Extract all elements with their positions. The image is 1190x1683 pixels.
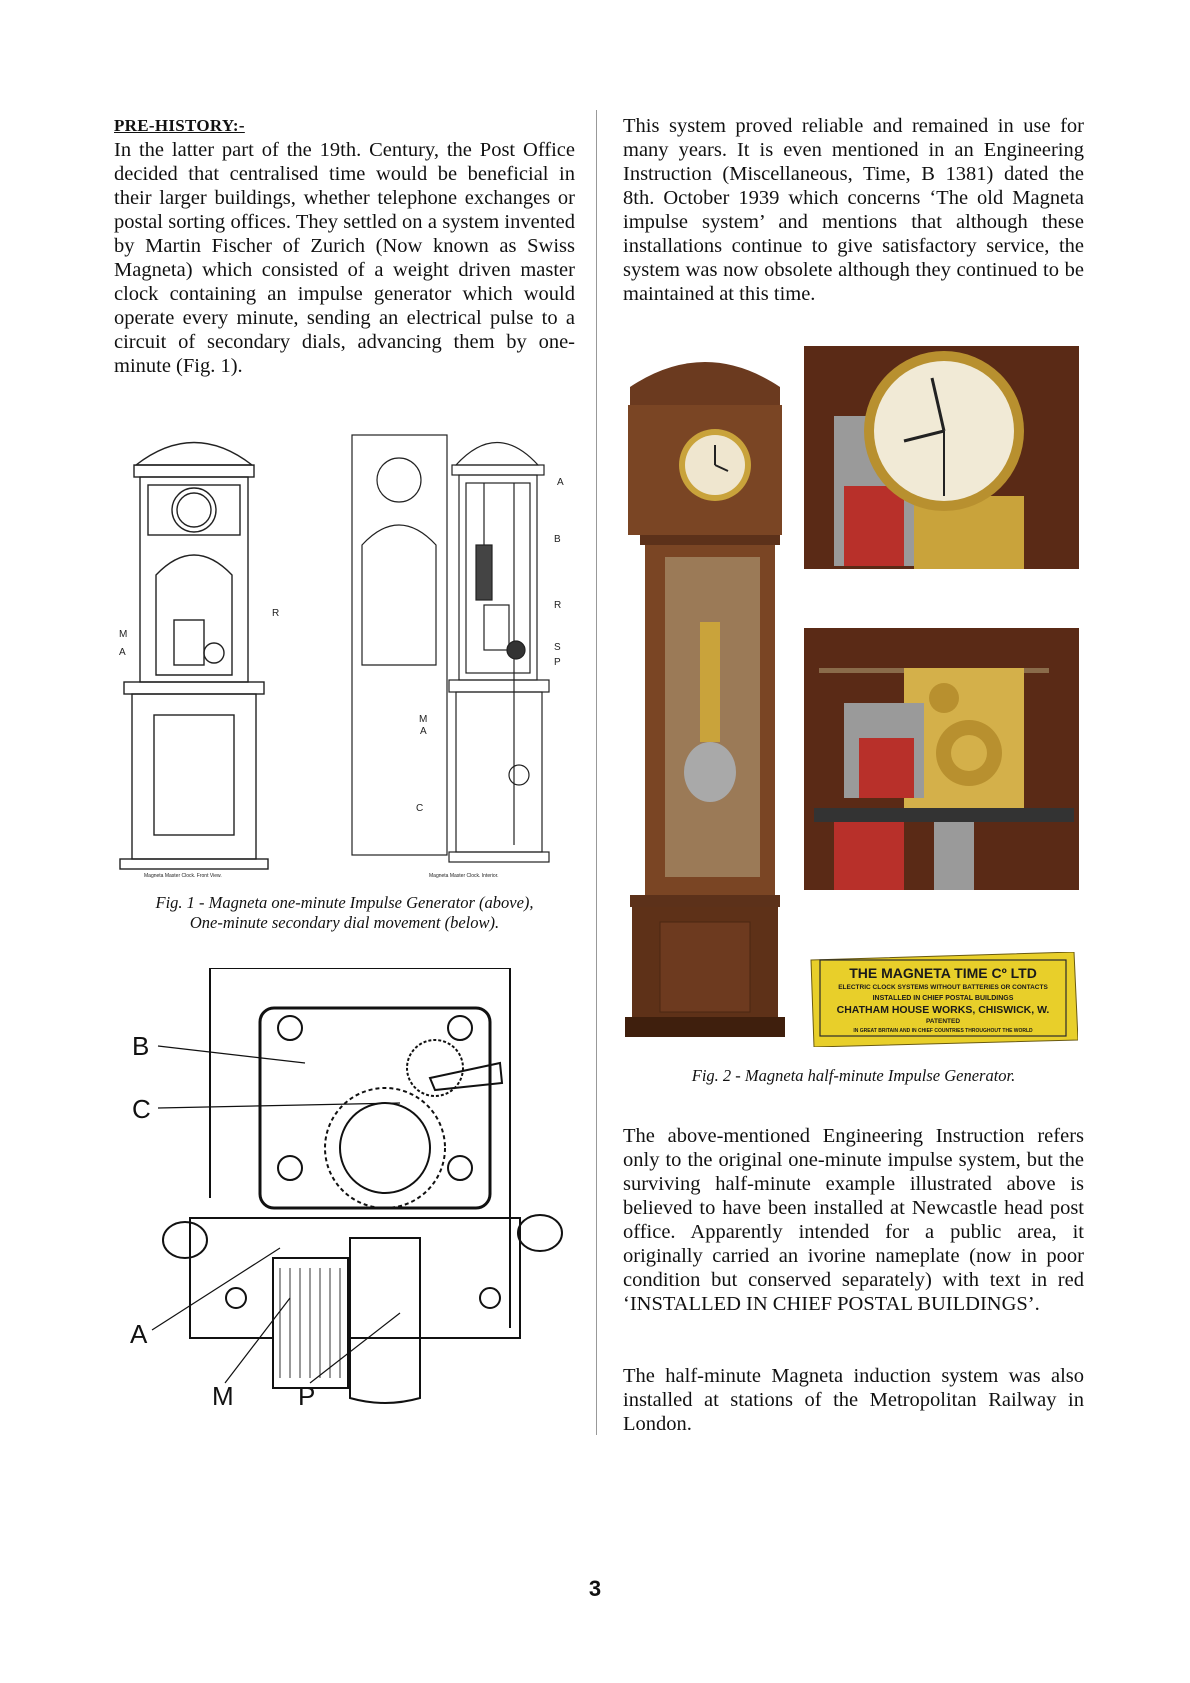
label-m-left: M — [119, 629, 128, 640]
movement-line-drawing — [130, 968, 570, 1408]
label-a-top: A — [557, 477, 564, 488]
fig1-secondary-movement-drawing — [130, 968, 570, 1408]
photo-nameplate — [808, 952, 1078, 1047]
plate-line2: ELECTRIC CLOCK SYSTEMS WITHOUT BATTERIES OR CONTACTS — [838, 984, 1048, 991]
plate-line6: IN GREAT BRITAIN AND IN CHIEF COUNTRIES THROUGHOUT THE WORLD — [853, 1028, 1033, 1034]
label-m-right: M — [419, 714, 428, 725]
instruction-text: The above-mentioned Engineering Instruction refers only to the original one-minute impulse system, but the surviving half-minute example illustrated above is believed to have been installed at Newcastle head post office. Apparently intended for a public area, it originally carried an ivorine nameplate (now in poor condition but conserved separately) with text in red ‘INSTALLED IN CHIEF POSTAL BUILDINGS’. — [623, 1125, 1084, 1315]
plate-line5: PATENTED — [925, 1018, 961, 1025]
movement-label-p: P — [298, 1381, 316, 1408]
plate-line4: CHATHAM HOUSE WORKS, CHISWICK, W. — [836, 1004, 1050, 1016]
movement-label-a: A — [130, 1319, 148, 1349]
fig2-caption: Fig. 2 - Magneta half-minute Impulse Generator. — [691, 1066, 1016, 1085]
page-number: 3 — [588, 1576, 602, 1601]
nameplate-photo — [808, 952, 1078, 1047]
dial-closeup-photo — [804, 346, 1079, 569]
label-b: B — [554, 534, 561, 545]
right-column — [623, 114, 1084, 306]
label-r-left: R — [272, 608, 280, 619]
plate-title: THE MAGNETA TIME Cº LTD — [849, 965, 1037, 981]
instruction-paragraph — [623, 1124, 1084, 1316]
railway-text: The half-minute Magneta induction system was also installed at stations of the Metropolitan Railway in London. — [623, 1365, 1084, 1435]
photo-movement-closeup — [804, 628, 1079, 890]
prehistory-paragraph: In the latter part of the 19th. Century, the Post Office decided that centralised time would be beneficial in their larger buildings, whether telephone exchanges or postal sorting offices. They settled on a system invented by Martin Fischer of Zurich (Now known as Swiss Magneta) which consisted of a weight driven master clock containing an impulse generator which would operate every minute, sending an electrical pulse to a circuit of secondary dials, advancing them by one-minute (Fig. 1). — [114, 139, 575, 377]
label-s: S — [554, 642, 561, 653]
label-a-left: A — [119, 647, 126, 658]
master-clock-line-drawing — [114, 425, 579, 880]
label-p: P — [554, 657, 561, 668]
photo-longcase-clock — [620, 347, 790, 1047]
movement-closeup-photo — [804, 628, 1079, 890]
label-r-right: R — [554, 600, 562, 611]
fig1-caption-line2: One-minute secondary dial movement (below). — [189, 913, 500, 932]
label-a-right: A — [420, 726, 427, 737]
fig1-master-clock-drawings — [114, 425, 579, 880]
label-c: C — [416, 803, 424, 814]
fig1-caption — [114, 893, 575, 933]
movement-label-b: B — [132, 1031, 150, 1061]
column-divider — [596, 110, 597, 1435]
fig1-caption-line1: Fig. 1 - Magneta one-minute Impulse Generator (above), — [155, 893, 534, 912]
small-caption-front: Magneta Master Clock. Front View. — [144, 873, 222, 879]
left-column — [114, 114, 575, 378]
railway-paragraph — [623, 1364, 1084, 1436]
reliability-paragraph: This system proved reliable and remained in use for many years. It is even mentioned in an Engineering Instruction (Miscellaneous, Time, B 1381) dated the 8th. October 1939 which concerns ‘The old Magneta impulse system’ and mentions that although these installations continue to give satisfactory service, the system was now obsolete although they continued to be maintained at this time. — [623, 115, 1084, 305]
photo-dial-closeup — [804, 346, 1079, 569]
movement-label-m: M — [212, 1381, 234, 1408]
movement-label-c: C — [132, 1094, 151, 1124]
longcase-clock-photo — [620, 347, 790, 1047]
section-heading: PRE-HISTORY:- — [114, 116, 245, 135]
small-caption-interior: Magneta Master Clock. Interior. — [429, 873, 499, 879]
plate-line3: INSTALLED IN CHIEF POSTAL BUILDINGS — [872, 995, 1014, 1002]
